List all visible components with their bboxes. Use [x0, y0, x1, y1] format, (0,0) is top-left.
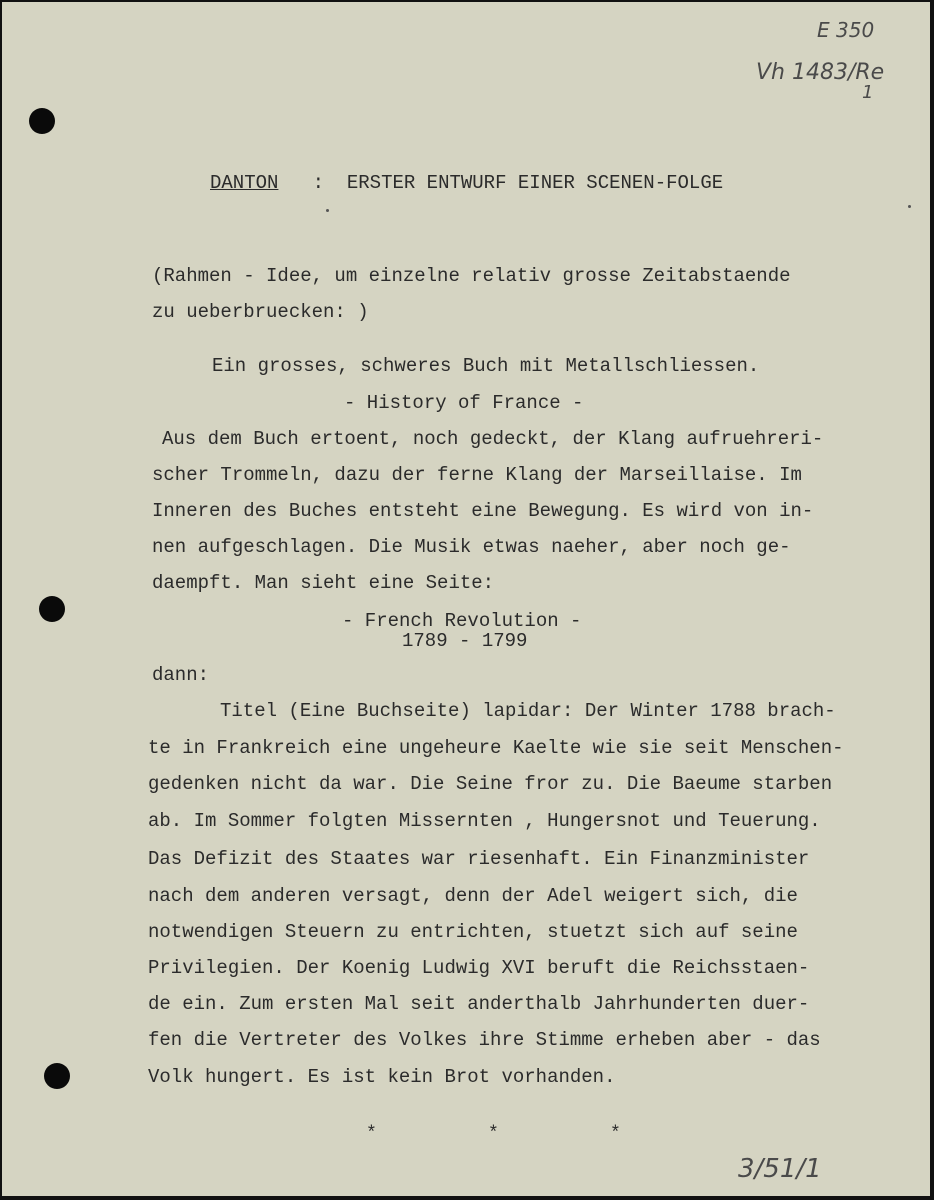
- stray-mark: [326, 209, 329, 212]
- title-subtitle: ERSTER ENTWURF EINER SCENEN-FOLGE: [346, 172, 724, 194]
- section-divider-star: *: [610, 1124, 621, 1144]
- intro-line: (Rahmen - Idee, um einzelne relativ grosse Zeitabstaende: [152, 265, 791, 287]
- paragraph-line: Inneren des Buches entsteht eine Bewegung. Es wird von in-: [152, 500, 814, 522]
- archive-reference: Vh 1483/Re: [756, 60, 885, 85]
- title-danton: DANTON: [210, 172, 279, 194]
- intro-line: zu ueberbruecken: ): [152, 301, 369, 323]
- revolution-years: 1789 - 1799: [402, 630, 528, 652]
- section-divider-star: *: [366, 1124, 377, 1144]
- history-heading: - History of France -: [344, 392, 584, 414]
- transition-label: dann:: [152, 664, 210, 686]
- paragraph-line: Privilegien. Der Koenig Ludwig XVI beruft die Reichsstaen-: [148, 957, 810, 979]
- paragraph-line: fen die Vertreter des Volkes ihre Stimme erheben aber - das: [148, 1029, 821, 1051]
- paragraph-line: Aus dem Buch ertoent, noch gedeckt, der Klang aufruehreri-: [162, 428, 824, 450]
- archive-number: E 350: [817, 18, 875, 42]
- paragraph-line: nen aufgeschlagen. Die Musik etwas naeher, aber noch ge-: [152, 536, 791, 558]
- paragraph-line: nach dem anderen versagt, denn der Adel weigert sich, die: [148, 885, 798, 907]
- paragraph-line: Titel (Eine Buchseite) lapidar: Der Winter 1788 brach-: [220, 700, 836, 722]
- punch-hole-top: [29, 108, 55, 134]
- page-title: [210, 172, 723, 194]
- paragraph-line: notwendigen Steuern zu entrichten, stuetzt sich auf seine: [148, 921, 798, 943]
- paragraph-line: Volk hungert. Es ist kein Brot vorhanden.: [148, 1066, 616, 1088]
- paragraph-line: daempft. Man sieht eine Seite:: [152, 572, 495, 594]
- punch-hole-bottom: [44, 1063, 70, 1089]
- paragraph-line: gedenken nicht da war. Die Seine fror zu. Die Baeume starben: [148, 773, 833, 795]
- section-divider-star: *: [488, 1124, 499, 1144]
- title-separator: :: [312, 172, 325, 194]
- revolution-heading: - French Revolution -: [342, 610, 582, 632]
- paragraph-line: Das Defizit des Staates war riesenhaft. Ein Finanzminister: [148, 848, 810, 870]
- stray-mark: [908, 205, 911, 208]
- paragraph-line: scher Trommeln, dazu der ferne Klang der Marseillaise. Im: [152, 464, 802, 486]
- paragraph-line: de ein. Zum ersten Mal seit anderthalb Jahrhunderten duer-: [148, 993, 810, 1015]
- paragraph-line: ab. Im Sommer folgten Missernten , Hungersnot und Teuerung.: [148, 810, 821, 832]
- punch-hole-middle: [39, 596, 65, 622]
- book-description: Ein grosses, schweres Buch mit Metallschliessen.: [212, 355, 760, 377]
- page-folio: 3/51/1: [738, 1154, 822, 1184]
- archive-reference-sub: 1: [862, 82, 874, 103]
- paragraph-line: te in Frankreich eine ungeheure Kaelte wie sie seit Menschen-: [148, 737, 844, 759]
- document-page: [2, 2, 930, 1196]
